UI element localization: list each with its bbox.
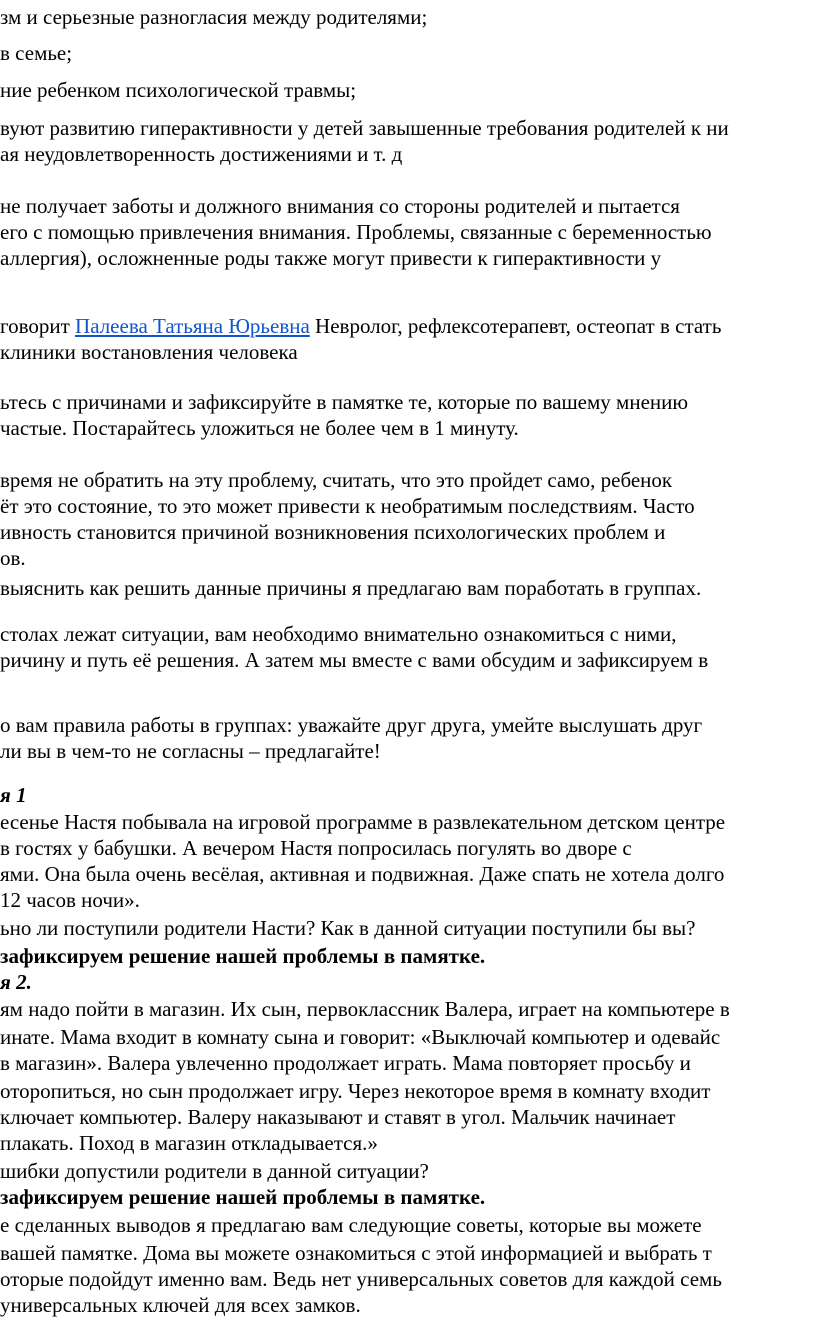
text-line: ями. Она была очень весёлая, активная и подвижная. Даже спать не хотела долго [0,862,725,886]
text-fragment: Невролог, рефлексотерапевт, остеопат в стать [309,314,722,338]
text-line: столах лежат ситуации, вам необходимо внимательно ознакомиться с ними, [0,622,677,646]
text-line: ьно ли поступили родители Насти? Как в данной ситуации поступили бы вы? [0,916,696,940]
text-line: плакать. Поход в магазин откладывается.» [0,1131,378,1155]
text-line: в магазин». Валера увлеченно продолжает играть. Мама повторяет просьбу и [0,1051,691,1075]
text-line: ям надо пойти в магазин. Их сын, первоклассник Валера, играет на компьютере в [0,997,730,1021]
text-line: вашей памятке. Дома вы можете ознакомиться с этой информацией и выбрать т [0,1241,712,1265]
author-link[interactable]: Палеева Татьяна Юрьевна [75,314,310,338]
text-line: ли вы в чем-то не согласны – предлагайте! [0,739,381,763]
text-line: инате. Мама входит в комнату сына и говорит: «Выключай компьютер и одевайс [0,1025,721,1049]
text-line: о вам правила работы в группах: уважайте друг друга, умейте выслушать друг [0,713,703,737]
text-line: время не обратить на эту проблему, считать, что это пройдет само, ребенок [0,468,673,492]
text-line: универсальных ключей для всех замков. [0,1293,361,1317]
text-line: зм и серьезные разногласия между родителями; [0,5,428,29]
text-line: вуют развитию гиперактивности у детей завышенные требования родителей к ни [0,116,729,140]
text-line: 12 часов ночи». [0,888,140,912]
text-line: в гостях у бабушки. А вечером Настя попросилась погулять во дворе с [0,836,632,860]
text-line: ёт это состояние, то это может привести к необратимым последствиям. Часто [0,494,695,518]
text-line: зафиксируем решение нашей проблемы в памятке. [0,1185,486,1209]
situation-heading: я 2. [0,970,32,994]
text-line: ние ребенком психологической травмы; [0,78,357,102]
text-line: шибки допустили родители в данной ситуации? [0,1159,429,1183]
text-line: ивность становится причиной возникновения психологических проблем и [0,520,666,544]
text-line: его с помощью привлечения внимания. Проблемы, связанные с беременностью [0,220,712,244]
text-line: ов. [0,546,26,570]
text-line: не получает заботы и должного внимания со стороны родителей и пытается [0,194,680,218]
text-line: есенье Настя побывала на игровой программе в развлекательном детском центре [0,810,726,834]
text-line: аллергия), осложненные роды также могут привести к гиперактивности у [0,246,662,270]
text-line [0,313,721,339]
text-line: частые. Постарайтесь уложиться не более чем в 1 минуту. [0,416,519,440]
text-line: зафиксируем решение нашей проблемы в памятке. [0,944,486,968]
text-line: е сделанных выводов я предлагаю вам следующие советы, которые вы можете [0,1213,702,1237]
text-line: клиники востановления человека [0,340,298,364]
text-line: выяснить как решить данные причины я предлагаю вам поработать в группах. [0,576,702,600]
text-line: ьтесь с причинами и зафиксируйте в памятке те, которые по вашему мнению [0,390,689,414]
text-line: оторые подойдут именно вам. Ведь нет универсальных советов для каждой семь [0,1267,722,1291]
text-line: ая неудовлетворенность достижениями и т. д [0,142,403,166]
text-line: оторопиться, но сын продолжает игру. Через некоторое время в комнату входит [0,1079,711,1103]
situation-heading: я 1 [0,783,27,807]
text-line: ричину и путь её решения. А затем мы вместе с вами обсудим и зафиксируем в [0,648,709,672]
text-line: в семье; [0,41,73,65]
text-fragment: говорит [0,314,76,338]
text-line: ключает компьютер. Валеру наказывают и ставят в угол. Мальчик начинает [0,1105,676,1129]
